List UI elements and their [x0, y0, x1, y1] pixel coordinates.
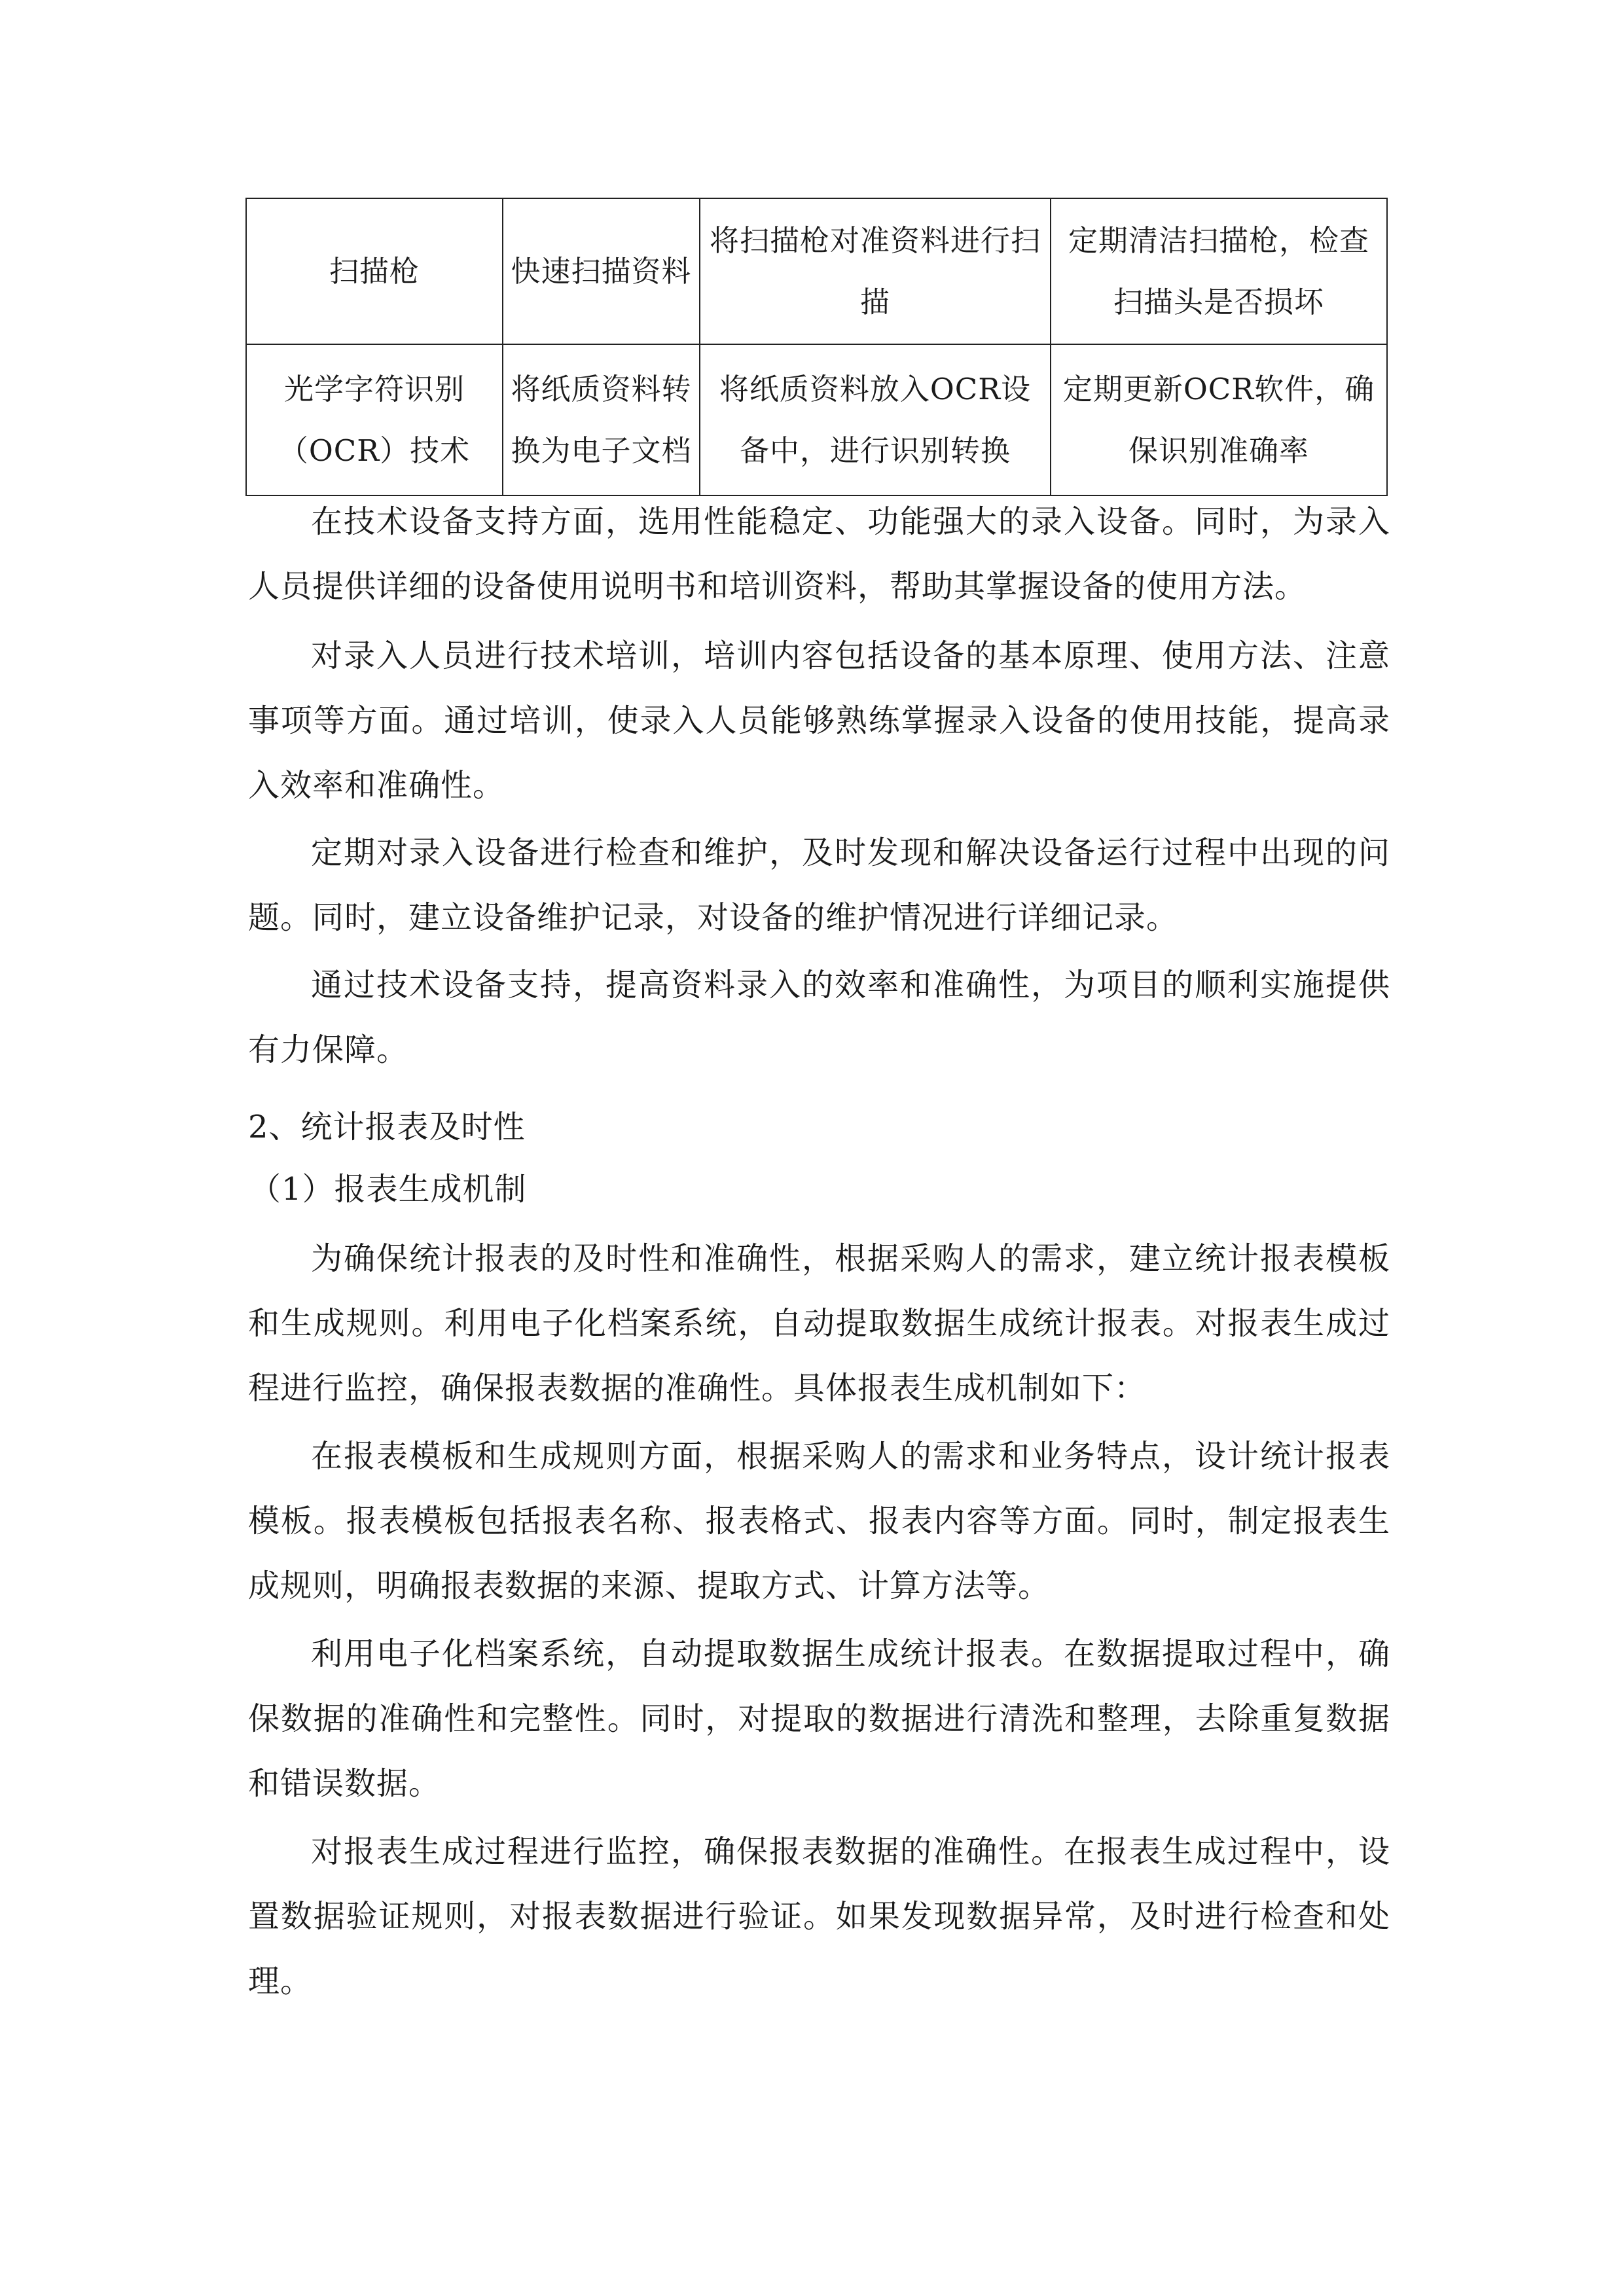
table-cell-usage: 将扫描枪对准资料进行扫描 [700, 198, 1051, 344]
sub-heading: （1）报表生成机制 [249, 1171, 527, 1208]
body-paragraph: 对录入人员进行技术培训，培训内容包括设备的基本原理、使用方法、注意事项等方面。通过培训，使录入人员能够熟练掌握录入设备的使用技能，提高录入效率和准确性。 [248, 637, 1390, 804]
table-row [246, 344, 1387, 495]
body-paragraph: 在技术设备支持方面，选用性能稳定、功能强大的录入设备。同时，为录入人员提供详细的设备使用说明书和培训资料，帮助其掌握设备的使用方法。 [248, 503, 1390, 605]
body-paragraph: 通过技术设备支持，提高资料录入的效率和准确性，为项目的顺利实施提供有力保障。 [248, 967, 1390, 1068]
body-paragraph: 对报表生成过程进行监控，确保报表数据的准确性。在报表生成过程中，设置数据验证规则，对报表数据进行验证。如果发现数据异常，及时进行检查和处理。 [248, 1833, 1390, 2000]
table-cell-maintenance: 定期更新OCR软件，确保识别准确率 [1051, 344, 1387, 495]
table-cell-name: 扫描枪 [246, 198, 503, 344]
body-paragraph: 定期对录入设备进行检查和维护，及时发现和解决设备运行过程中出现的问题。同时，建立设备维护记录，对设备的维护情况进行详细记录。 [248, 834, 1390, 936]
body-paragraph: 利用电子化档案系统，自动提取数据生成统计报表。在数据提取过程中，确保数据的准确性和完整性。同时，对提取的数据进行清洗和整理，去除重复数据和错误数据。 [248, 1636, 1390, 1802]
table-cell-purpose: 快速扫描资料 [503, 198, 700, 344]
table-cell-maintenance: 定期清洁扫描枪，检查扫描头是否损坏 [1051, 198, 1387, 344]
table-cell-purpose: 将纸质资料转换为电子文档 [503, 344, 700, 495]
section-heading: 2、统计报表及时性 [248, 1109, 526, 1145]
body-paragraph: 为确保统计报表的及时性和准确性，根据采购人的需求，建立统计报表模板和生成规则。利用电子化档案系统，自动提取数据生成统计报表。对报表生成过程进行监控，确保报表数据的准确性。具体报表生成机制如下： [248, 1240, 1390, 1407]
equipment-table [245, 198, 1388, 496]
body-paragraph: 在报表模板和生成规则方面，根据采购人的需求和业务特点，设计统计报表模板。报表模板包括报表名称、报表格式、报表内容等方面。同时，制定报表生成规则，明确报表数据的来源、提取方式、计算方法等。 [248, 1438, 1390, 1604]
table-cell-usage: 将纸质资料放入OCR设备中，进行识别转换 [700, 344, 1051, 495]
table-cell-name: 光学字符识别（OCR）技术 [246, 344, 503, 495]
table-row [246, 198, 1387, 344]
